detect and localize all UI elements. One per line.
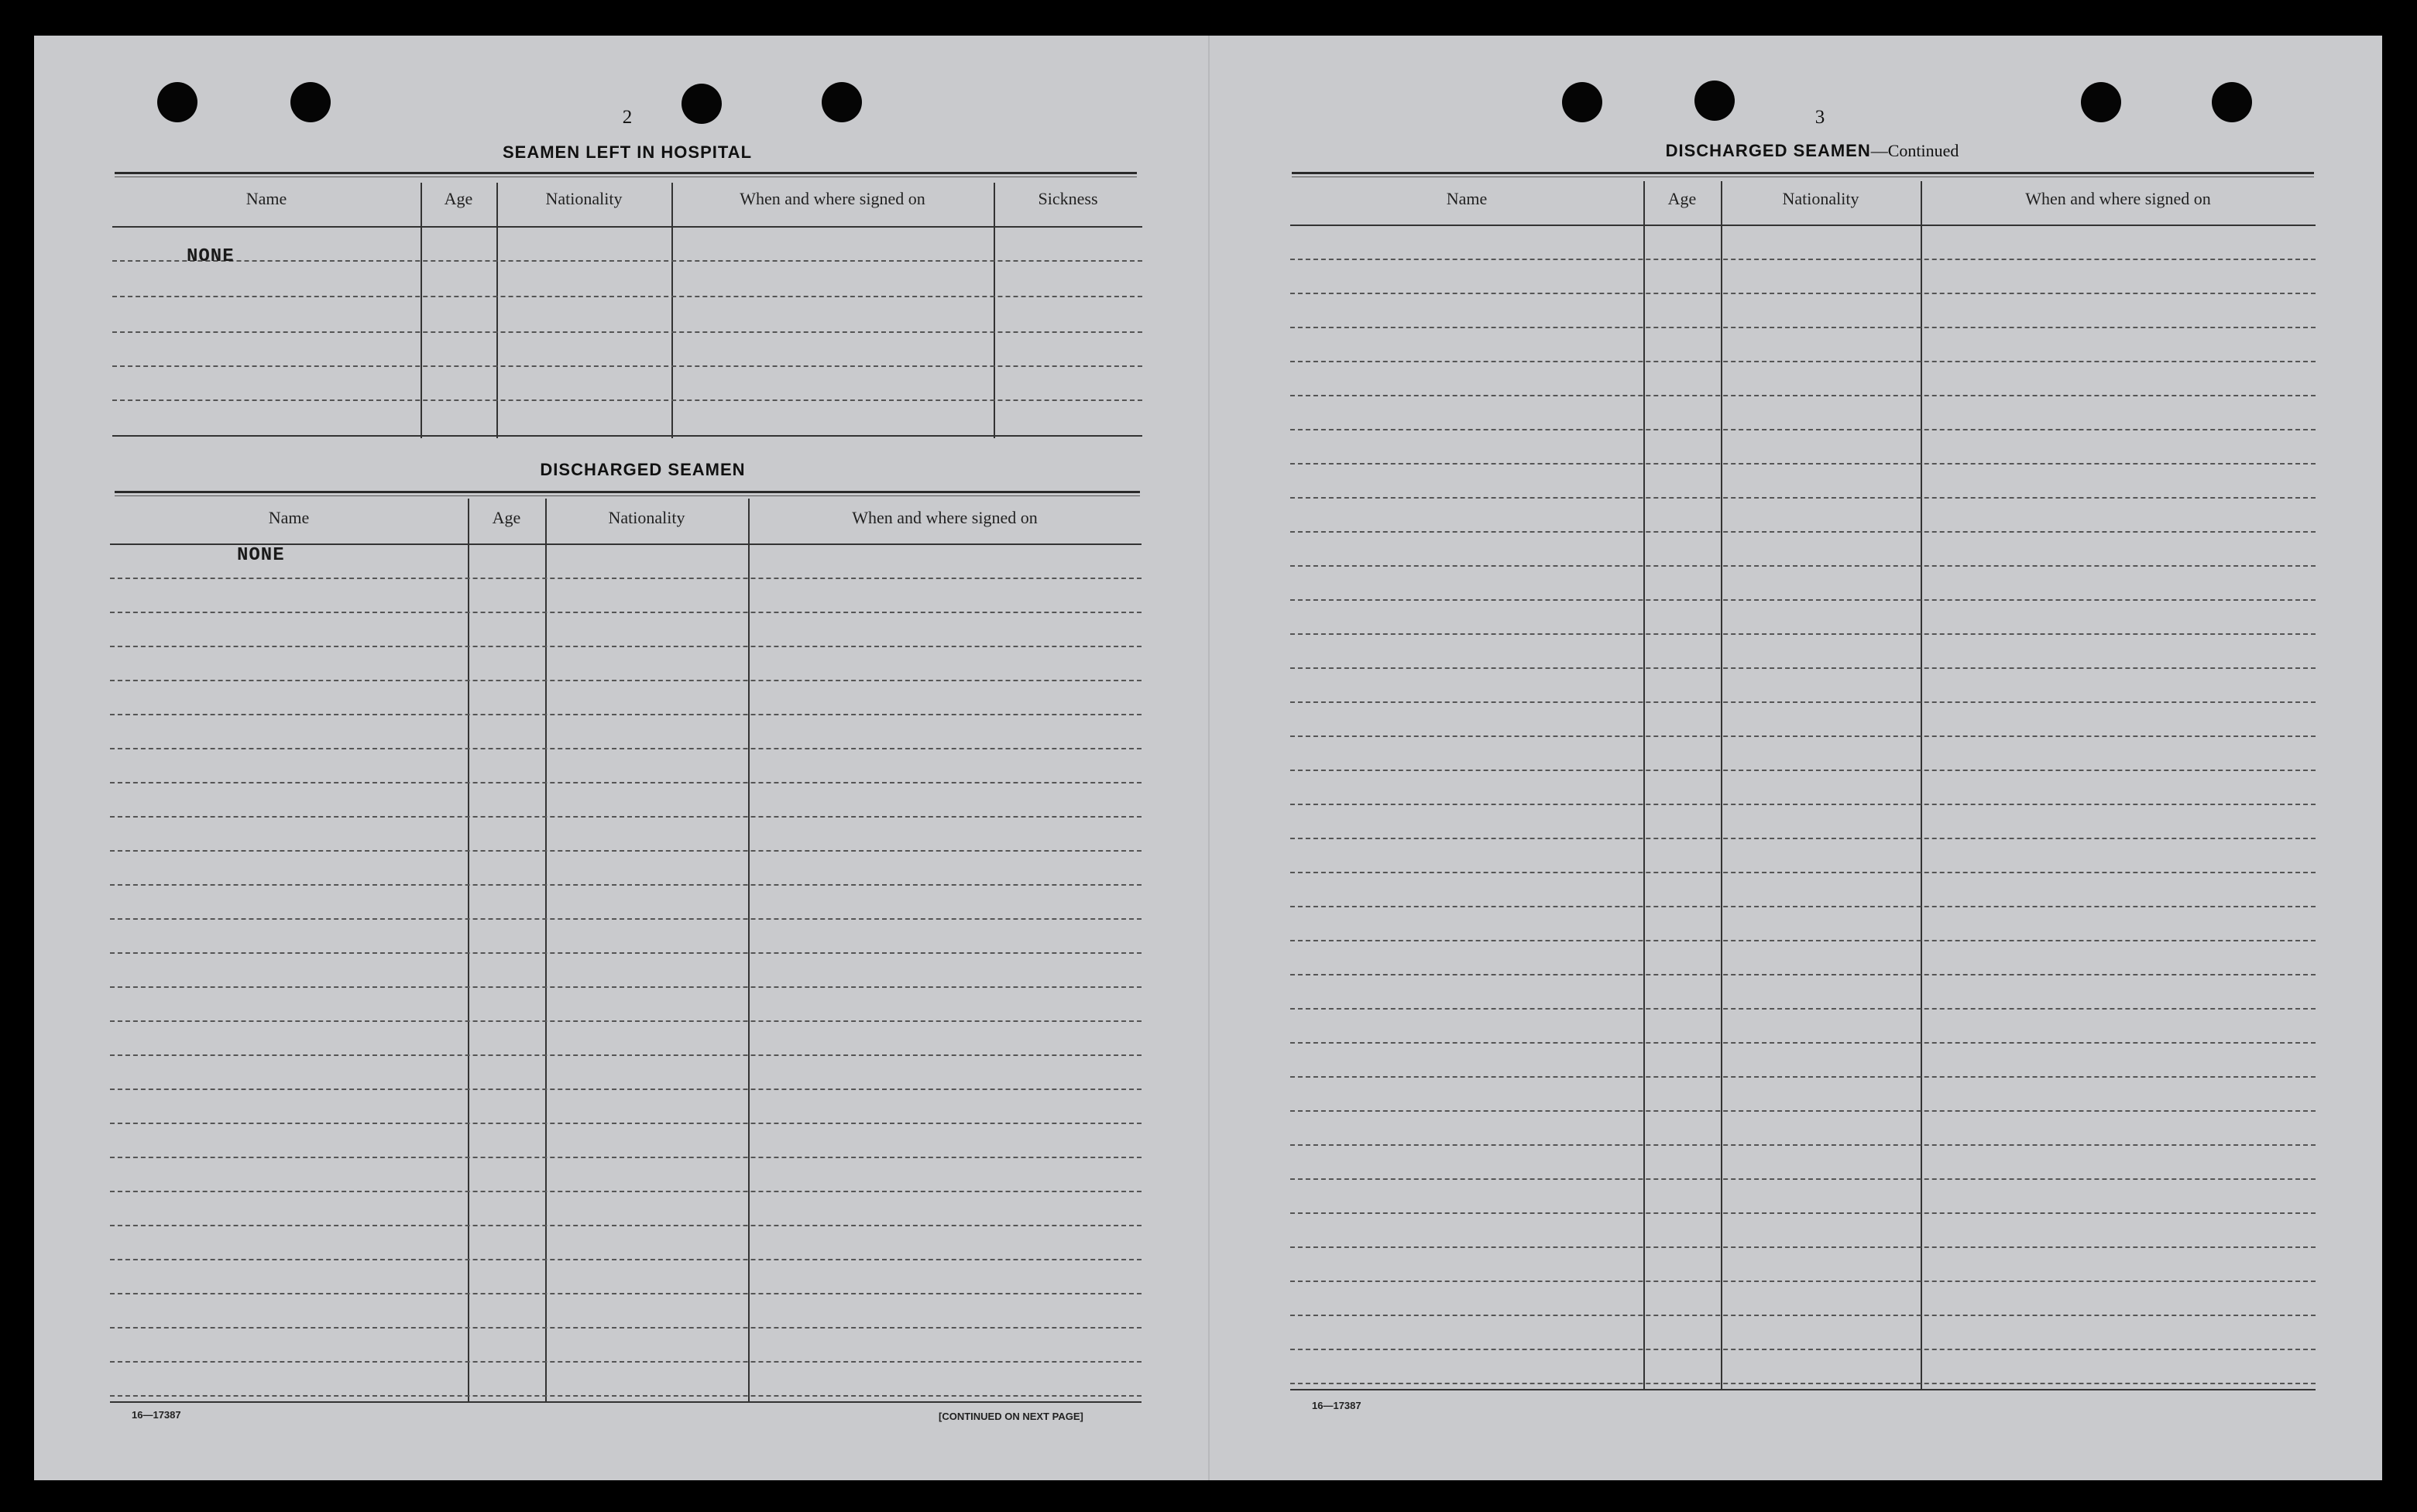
column-header-age: Age (492, 508, 521, 527)
entry-line (110, 884, 1142, 886)
entry-line (112, 365, 1142, 367)
entry-line (110, 1054, 1142, 1056)
entry-line (110, 748, 1142, 749)
column-divider (545, 499, 547, 1401)
section-title-discharged: DISCHARGED SEAMEN (540, 460, 746, 479)
title-suffix: —Continued (1870, 141, 1959, 160)
entry-line (1290, 1110, 2316, 1112)
column-header-name: Name (1446, 189, 1488, 208)
entry-line (1290, 701, 2316, 703)
entry-line (1290, 974, 2316, 975)
title-rule (115, 491, 1140, 496)
entry-line (1290, 1212, 2316, 1214)
entry-line (1290, 1144, 2316, 1146)
entry-line (1290, 1008, 2316, 1010)
entry-line (1290, 395, 2316, 396)
entry-line (1290, 804, 2316, 805)
hospital-table (112, 183, 1142, 438)
entry-line (110, 1259, 1142, 1260)
punch-hole (822, 82, 862, 122)
form-code: 16—17387 (132, 1409, 181, 1421)
title-rule (115, 172, 1137, 177)
entry-line (1290, 735, 2316, 737)
title-rule (1292, 172, 2314, 177)
punch-hole (1562, 82, 1602, 122)
entry-line (1290, 565, 2316, 567)
column-header-nationality: Nationality (608, 508, 685, 527)
column-header-age: Age (1667, 189, 1697, 208)
column-divider (1643, 181, 1645, 1389)
entry-line (1290, 1383, 2316, 1384)
entry-line (1290, 1178, 2316, 1180)
entry-line (1290, 906, 2316, 907)
entry-line (110, 918, 1142, 920)
entry-line (112, 331, 1142, 333)
punch-hole (681, 84, 722, 124)
column-header-name: Name (245, 189, 287, 208)
entry-line (1290, 1349, 2316, 1350)
entry-line (1290, 259, 2316, 260)
entry-line (1290, 1076, 2316, 1078)
entry-line (110, 1327, 1142, 1329)
column-header-nationality: Nationality (1782, 189, 1859, 208)
punch-hole (2212, 82, 2252, 122)
column-header-name: Name (268, 508, 310, 527)
column-divider (748, 499, 750, 1401)
typed-entry: NONE (187, 246, 235, 267)
header-rule (112, 226, 1142, 228)
entry-line (110, 986, 1142, 988)
column-divider (1921, 181, 1922, 1389)
entry-line (1290, 1281, 2316, 1282)
entry-line (1290, 361, 2316, 362)
entry-line (110, 952, 1142, 954)
table-bottom-rule (110, 1401, 1142, 1403)
entry-line (110, 1293, 1142, 1294)
punch-hole (157, 82, 197, 122)
punch-hole (290, 82, 331, 122)
section-title-discharged-continued (1580, 141, 2044, 161)
entry-line (110, 850, 1142, 852)
entry-line (1290, 531, 2316, 533)
column-header-signed-on: When and where signed on (2025, 189, 2211, 208)
entry-line (1290, 940, 2316, 941)
column-divider (1721, 181, 1722, 1389)
entry-line (1290, 497, 2316, 499)
entry-line (110, 1225, 1142, 1226)
entry-line (1290, 1315, 2316, 1316)
column-divider (468, 499, 469, 1401)
entry-line (1290, 293, 2316, 294)
entry-line (110, 1361, 1142, 1363)
entry-line (1290, 429, 2316, 430)
entry-line (1290, 633, 2316, 635)
entry-line (1290, 770, 2316, 771)
punch-hole (1694, 81, 1735, 121)
title-text: DISCHARGED SEAMEN (1665, 141, 1871, 160)
column-header-signed-on: When and where signed on (740, 189, 925, 208)
entry-line (110, 1191, 1142, 1192)
entry-line (112, 296, 1142, 297)
form-code: 16—17387 (1312, 1400, 1361, 1411)
page-fold (1208, 36, 1210, 1480)
page-number: 2 (622, 107, 633, 128)
entry-line (1290, 1246, 2316, 1248)
discharged-continued-table (1290, 181, 2316, 1394)
entry-line (112, 260, 1142, 262)
entry-line (110, 1089, 1142, 1090)
entry-line (110, 1020, 1142, 1022)
entry-line (110, 612, 1142, 613)
header-rule (1290, 225, 2316, 226)
entry-line (110, 578, 1142, 579)
entry-line (110, 1123, 1142, 1124)
column-header-sickness: Sickness (1038, 189, 1098, 208)
continued-note: [CONTINUED ON NEXT PAGE] (939, 1411, 1083, 1422)
entry-line (1290, 327, 2316, 328)
entry-line (110, 714, 1142, 715)
entry-line (1290, 599, 2316, 601)
punch-hole (2081, 82, 2121, 122)
entry-line (1290, 1042, 2316, 1044)
section-title-hospital: SEAMEN LEFT IN HOSPITAL (502, 142, 753, 162)
table-bottom-rule (112, 435, 1142, 437)
entry-line (110, 680, 1142, 681)
entry-line (110, 1157, 1142, 1158)
column-header-nationality: Nationality (545, 189, 623, 208)
entry-line (110, 816, 1142, 818)
entry-line (1290, 872, 2316, 873)
entry-line (1290, 463, 2316, 465)
entry-line (110, 782, 1142, 783)
table-bottom-rule (1290, 1389, 2316, 1390)
typed-entry: NONE (237, 545, 285, 566)
column-header-age: Age (444, 189, 473, 208)
entry-line (110, 1395, 1142, 1397)
discharged-table (110, 499, 1142, 1404)
entry-line (110, 646, 1142, 647)
entry-line (112, 399, 1142, 401)
entry-line (1290, 667, 2316, 669)
column-header-signed-on: When and where signed on (852, 508, 1038, 527)
page-number: 3 (1814, 107, 1825, 128)
entry-line (1290, 838, 2316, 839)
